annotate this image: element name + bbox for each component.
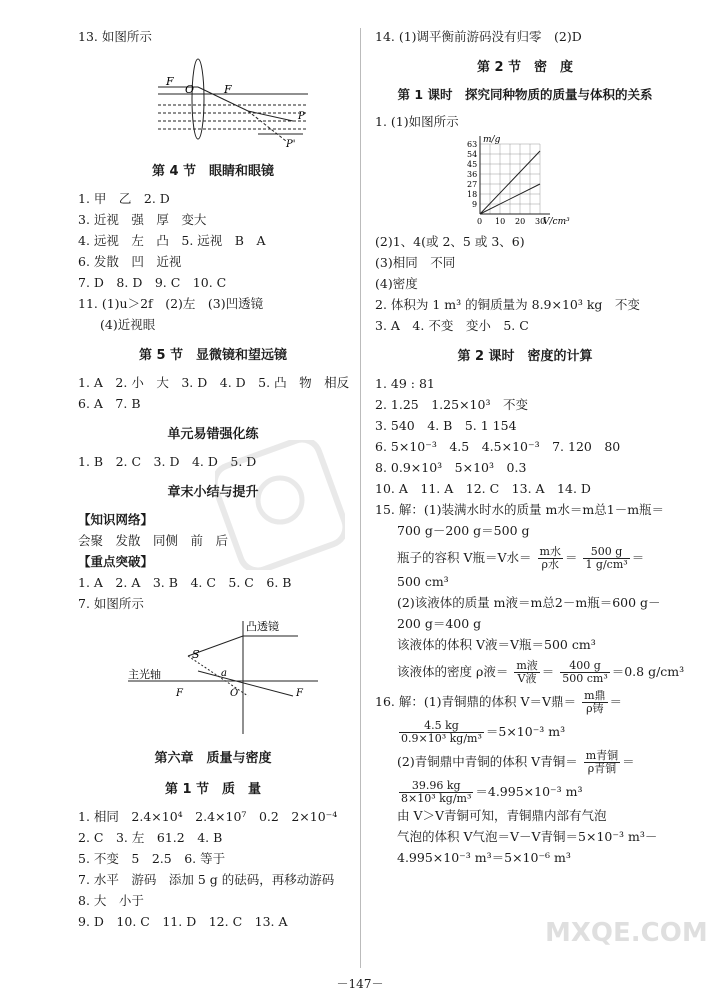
x-axis-label: V/cm³ — [543, 217, 570, 227]
answer-line: 2. C 3. 左 61.2 4. B — [78, 830, 223, 845]
mass-volume-chart — [455, 134, 615, 229]
principal-axis-label: 主光轴 — [128, 668, 161, 681]
fraction: $\frac{\text{m液}}{\text{V液}}$ — [516, 659, 538, 685]
answer-line: 1. 49 : 81 — [375, 376, 435, 391]
answer-line: 2. 1.25 1.25×10³ 不变 — [375, 397, 528, 412]
q15-line: (2)该液体的质量 m液＝m总2－m瓶＝600 g－ — [397, 595, 661, 610]
answer-line: (3)相同 不同 — [375, 255, 456, 270]
chapter-summary-heading: 章末小结与提升 — [167, 485, 259, 500]
y-tick: 27 — [467, 180, 478, 189]
answer-line: 7. D 8. D 9. C 10. C — [78, 275, 227, 290]
answer-line: (4)近视眼 — [100, 317, 156, 332]
section-4-heading: 第 4 节 眼睛和眼镜 — [151, 164, 275, 179]
answer-line: 1. A 2. 小 大 3. D 4. D 5. 凸 物 相反 — [78, 375, 350, 390]
answer-line: 3. A 4. 不变 变小 5. C — [375, 318, 529, 333]
x-tick: 0 — [477, 217, 483, 226]
convex-lens-label: 凸透镜 — [246, 620, 279, 633]
y-axis-label: m/g — [483, 135, 501, 145]
q16-line: 由 V＞V青铜可知，青铜鼎内部有气泡 — [397, 808, 607, 823]
focus-label-right: F — [224, 83, 232, 96]
answer-line: 4. 远视 左 凸 5. 远视 B A — [78, 233, 266, 248]
q15-density-line: 该液体的密度 ρ液＝ $\frac{\text{m液}}{\text{V液}}$ ＝ $\frac{400 g}{\text{500 cm³}}$ ＝0.8 g/cm³ — [397, 659, 685, 685]
q16-line: 16. 解：(1)青铜鼎的体积 V＝V鼎＝ $\frac{\text{m鼎}}{\text{ρ铸}}$ ＝ — [375, 689, 623, 715]
section-2-heading: 第 2 节 密 度 — [476, 60, 574, 75]
origin-label: O — [230, 688, 239, 699]
answer-line: 会聚 发散 同侧 前 后 — [78, 533, 229, 548]
y-tick: 9 — [472, 200, 478, 209]
answer-line: 1. B 2. C 3. D 4. D 5. D — [78, 454, 257, 469]
q15-volume-line: 瓶子的容积 V瓶＝V水＝ $\frac{\text{m水}}{\text{ρ水}}$ ＝ $\frac{500 g}{\text{1 g/cm³}}$ ＝ — [397, 545, 645, 571]
point-S-label: S — [192, 648, 200, 661]
x-tick: 30 — [535, 217, 546, 226]
chapter-6-heading: 第六章 质量与密度 — [154, 751, 272, 766]
fraction: $\frac{39.96 kg}{\text{8×10³ kg/m³}}$ — [401, 779, 472, 805]
answer-line: 5. 不变 5 2.5 6. 等于 — [78, 851, 226, 866]
q15-line: 700 g－200 g＝500 g — [397, 523, 530, 538]
answer-line: 6. 发散 凹 近视 — [78, 254, 182, 269]
answer-line: 8. 大 小于 — [78, 893, 144, 908]
answer-line: 3. 近视 强 厚 变大 — [78, 212, 207, 227]
y-tick: 36 — [467, 170, 478, 179]
fraction: $\frac{400 g}{\text{500 cm³}}$ — [562, 659, 608, 685]
right-column — [375, 28, 685, 870]
focus-label-left: F — [166, 75, 174, 88]
focus-label-left: F — [176, 688, 183, 699]
q16-line: 气泡的体积 V气泡＝V－V青铜＝5×10⁻³ m³－ — [397, 829, 658, 844]
answer-line: 2. 体积为 1 m³ 的铜质量为 8.9×10³ kg 不变 — [375, 297, 640, 312]
page-number: －147－ — [336, 977, 384, 991]
answer-line: (4)密度 — [375, 276, 418, 291]
question-1: 1. (1)如图所示 — [375, 114, 459, 129]
fraction: $\frac{4.5 kg}{\text{0.9×10³ kg/m³}}$ — [401, 719, 482, 745]
q16-line: $\frac{39.96 kg}{\text{8×10³ kg/m³}}$ ＝4.995×10⁻³ m³ — [401, 779, 583, 805]
origin-label: O — [185, 83, 195, 96]
y-tick: 18 — [467, 190, 478, 199]
y-tick: 54 — [467, 150, 478, 159]
knowledge-network-label: 【知识网络】 — [78, 512, 154, 527]
question-7: 7. 如图所示 — [78, 596, 144, 611]
answer-line: 11. (1)u＞2f (2)左 (3)凹透镜 — [78, 296, 264, 311]
point-P-prime-label: P' — [286, 139, 296, 149]
q15-line: 500 cm³ — [397, 574, 449, 589]
answer-line: 7. 水平 游码 添加 5 g 的砝码，再移动游码 — [78, 872, 335, 887]
key-points-label: 【重点突破】 — [78, 554, 154, 569]
fraction: $\frac{\text{m青铜}}{\text{ρ青铜}}$ — [585, 749, 619, 775]
fraction: $\frac{\text{m鼎}}{\text{ρ铸}}$ — [584, 689, 606, 715]
q15-line: 15. 解：(1)装满水时水的质量 m水＝m总1－m瓶＝ — [375, 502, 665, 517]
ray-a-label: a — [221, 668, 227, 679]
q16-line: $\frac{4.5 kg}{\text{0.9×10³ kg/m³}}$ ＝5×10⁻³ m³ — [401, 719, 566, 745]
answer-line: 9. D 10. C 11. D 12. C 13. A — [78, 914, 288, 929]
fraction: $\frac{500 g}{\text{1 g/cm³}}$ — [585, 545, 628, 571]
q16-line: (2)青铜鼎中青铜的体积 V青铜＝ $\frac{\text{m青铜}}{\text{ρ青铜}}$ ＝ — [397, 749, 635, 775]
watermark-logo: MXQE.COM — [545, 918, 708, 948]
answer-line: 10. A 11. A 12. C 13. A 14. D — [375, 481, 591, 496]
lens-refraction-figure — [138, 49, 328, 149]
y-tick: 45 — [467, 160, 478, 169]
answer-line: (2)1、4(或 2、5 或 3、6) — [375, 234, 525, 249]
question-14: 14. (1)调平衡前游码没有归零 (2)D — [375, 29, 582, 44]
q16-line: 4.995×10⁻³ m³＝5×10⁻⁶ m³ — [397, 850, 571, 865]
q15-line: 200 g＝400 g — [397, 616, 482, 631]
lesson-1-heading: 第 1 课时 探究同种物质的质量与体积的关系 — [397, 87, 653, 102]
x-tick: 10 — [495, 217, 506, 226]
watermark-stamp — [215, 440, 345, 570]
fraction: $\frac{\text{m水}}{\text{ρ水}}$ — [539, 545, 561, 571]
column-divider — [360, 28, 361, 968]
section-1-heading: 第 1 节 质 量 — [164, 782, 262, 797]
answer-line: 6. A 7. B — [78, 396, 141, 411]
focus-label-right: F — [296, 688, 303, 699]
q15-line: 该液体的体积 V液＝V瓶＝500 cm³ — [397, 637, 596, 652]
unit-practice-heading: 单元易错强化练 — [167, 427, 259, 442]
question-13: 13. 如图所示 — [78, 29, 152, 44]
lesson-2-heading: 第 2 课时 密度的计算 — [457, 349, 593, 364]
answer-line: 1. 甲 乙 2. D — [78, 191, 170, 206]
x-tick: 20 — [515, 217, 526, 226]
answer-line: 8. 0.9×10³ 5×10³ 0.3 — [375, 460, 527, 475]
point-P-label: P — [298, 111, 305, 122]
convex-lens-figure — [118, 616, 338, 736]
answer-line: 6. 5×10⁻³ 4.5 4.5×10⁻³ 7. 120 80 — [375, 439, 621, 454]
answer-line: 1. A 2. A 3. B 4. C 5. C 6. B — [78, 575, 292, 590]
answer-line: 3. 540 4. B 5. 1 154 — [375, 418, 517, 433]
section-5-heading: 第 5 节 显微镜和望远镜 — [138, 348, 288, 363]
answer-line: 1. 相同 2.4×10⁴ 2.4×10⁷ 0.2 2×10⁻⁴ — [78, 809, 338, 824]
y-tick: 63 — [467, 140, 478, 149]
